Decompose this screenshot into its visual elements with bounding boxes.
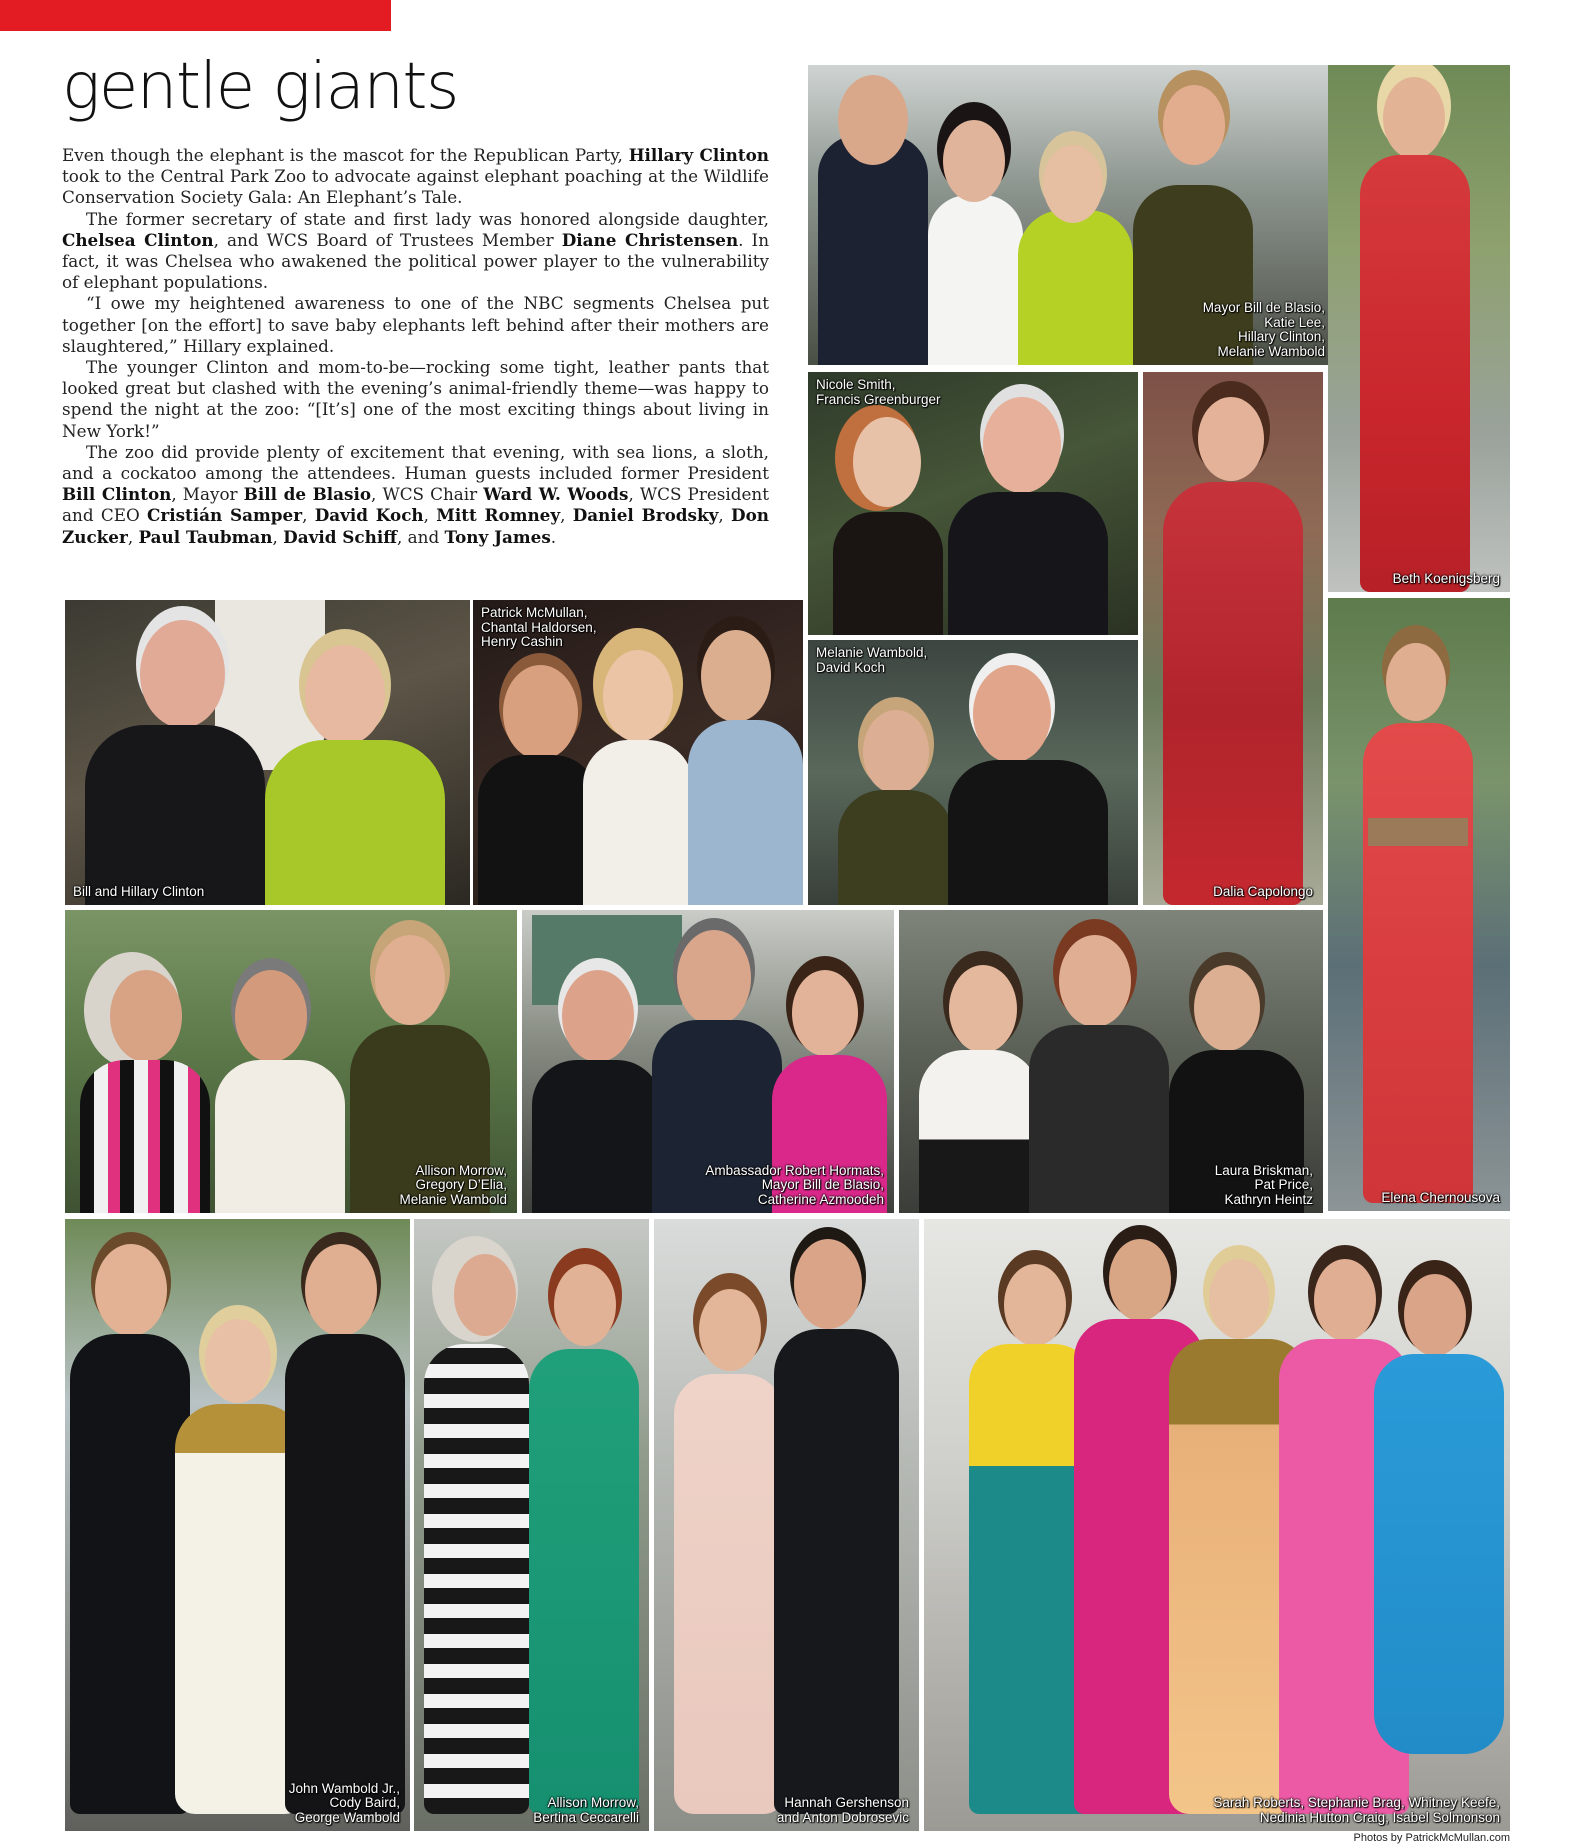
bold-name: Cristián Samper bbox=[147, 505, 303, 526]
caption: Elena Chernousova bbox=[1381, 1189, 1500, 1205]
photo-wambold-koch bbox=[808, 640, 1138, 905]
photo-dalia-capolongo bbox=[1143, 372, 1323, 905]
caption: Laura Briskman, Pat Price, Kathryn Heintz bbox=[1214, 1162, 1313, 1207]
header-accent-bar bbox=[0, 0, 391, 31]
paragraph-2: The former secretary of state and first lady was honored alongside daughter, Chelsea Clinton, and WCS Board of Trustees Member Diane Christensen. In fact, it was Chelsea who awakened the political power player to the vulnerability of elephant populations. bbox=[62, 208, 769, 293]
bold-name: Mitt Romney bbox=[436, 505, 561, 526]
photo-morrow-ceccarelli bbox=[414, 1219, 649, 1831]
bold-name: Don Zucker bbox=[62, 505, 769, 547]
paragraph-5: The zoo did provide plenty of excitement that evening, with sea lions, a sloth, and a cockatoo among the attendees. Human guests included former President Bill Clinton, Mayor Bill de Blasio, WCS Chair Ward W. Woods, WCS President and CEO Cristián Samper, David Koch, Mitt Romney, Daniel Brodsky, Don Zucker, Paul Taubman, David Schiff, and Tony James. bbox=[62, 441, 769, 547]
paragraph-1: Even though the elephant is the mascot for the Republican Party, Hillary Clinton took to the Central Park Zoo to advocate against elephant poaching at the Wildlife Conservation Society Gala: An Elephant’s Tale. bbox=[62, 145, 769, 208]
photo-bill-hillary-clinton bbox=[65, 600, 470, 905]
photo-gershenson-dobrosevic bbox=[654, 1219, 919, 1831]
photo-de-blasio-lee-clinton-wambold bbox=[808, 65, 1335, 365]
caption: Mayor Bill de Blasio, Katie Lee, Hillary Clinton, Melanie Wambold bbox=[1202, 300, 1325, 359]
paragraph-3: “I owe my heightened awareness to one of the NBC segments Chelsea put together [on the effort] to save baby elephants left behind after their mothers are slaughtered,” Hillary explained. bbox=[62, 293, 769, 356]
page-title: gentle giants bbox=[62, 50, 458, 124]
photo-beth-koenigsberg bbox=[1328, 65, 1510, 592]
photo-morrow-delia-wambold bbox=[65, 910, 517, 1213]
photo-briskman-price-heintz bbox=[899, 910, 1323, 1213]
caption: Bill and Hillary Clinton bbox=[73, 883, 205, 899]
caption: John Wambold Jr., Cody Baird, George Wambold bbox=[288, 1780, 400, 1825]
bold-name: Bill Clinton bbox=[62, 484, 172, 505]
caption: Allison Morrow, Gregory D’Elia, Melanie Wambold bbox=[399, 1162, 507, 1207]
caption: Hannah Gershenson and Anton Dobrosevic bbox=[776, 1795, 909, 1825]
bold-name: Chelsea Clinton bbox=[62, 229, 214, 250]
bold-name: Paul Taubman bbox=[138, 526, 273, 547]
caption: Nicole Smith, Francis Greenburger bbox=[816, 377, 941, 407]
photo-credit: Photos by PatrickMcMullan.com bbox=[1353, 1832, 1510, 1844]
caption: Patrick McMullan, Chantal Haldorsen, Henry Cashin bbox=[481, 605, 597, 649]
bold-name: Hillary Clinton bbox=[628, 145, 769, 165]
bold-name: Daniel Brodsky bbox=[572, 505, 719, 526]
caption: Dalia Capolongo bbox=[1213, 883, 1313, 899]
photo-wambold-baird-wambold bbox=[65, 1219, 410, 1831]
bold-name: Diane Christensen bbox=[561, 229, 739, 250]
caption: Melanie Wambold, David Koch bbox=[816, 645, 928, 675]
bold-name: Tony James bbox=[444, 526, 551, 547]
photo-mcmullan-haldorsen-cashin bbox=[473, 600, 803, 905]
bold-name: David Schiff bbox=[283, 526, 397, 547]
article-body bbox=[62, 145, 769, 548]
paragraph-4: The younger Clinton and mom-to-be—rocking some tight, leather pants that looked great but clashed with the evening’s animal-friendly theme—was happy to spend the night at the zoo: “[It’s] one of the most exciting things about living in New York!” bbox=[62, 357, 769, 441]
caption: Allison Morrow, Bertina Ceccarelli bbox=[533, 1795, 639, 1825]
bold-name: Bill de Blasio bbox=[243, 484, 372, 505]
caption: Sarah Roberts, Stephanie Brag, Whitney Keefe, Nedinia Hutton Craig, Isabel Solmonson bbox=[1213, 1795, 1500, 1825]
caption: Ambassador Robert Hormats, Mayor Bill de Blasio, Catherine Azmoodeh bbox=[705, 1162, 884, 1207]
photo-roberts-brag-keefe-craig-solmonson bbox=[924, 1219, 1510, 1831]
bold-name: David Koch bbox=[314, 505, 424, 526]
photo-hormats-de-blasio-azmoodeh bbox=[522, 910, 894, 1213]
photo-smith-greenburger bbox=[808, 372, 1138, 635]
bold-name: Ward W. Woods bbox=[483, 484, 629, 505]
photo-elena-chernousova bbox=[1328, 598, 1510, 1211]
caption: Beth Koenigsberg bbox=[1392, 570, 1500, 586]
